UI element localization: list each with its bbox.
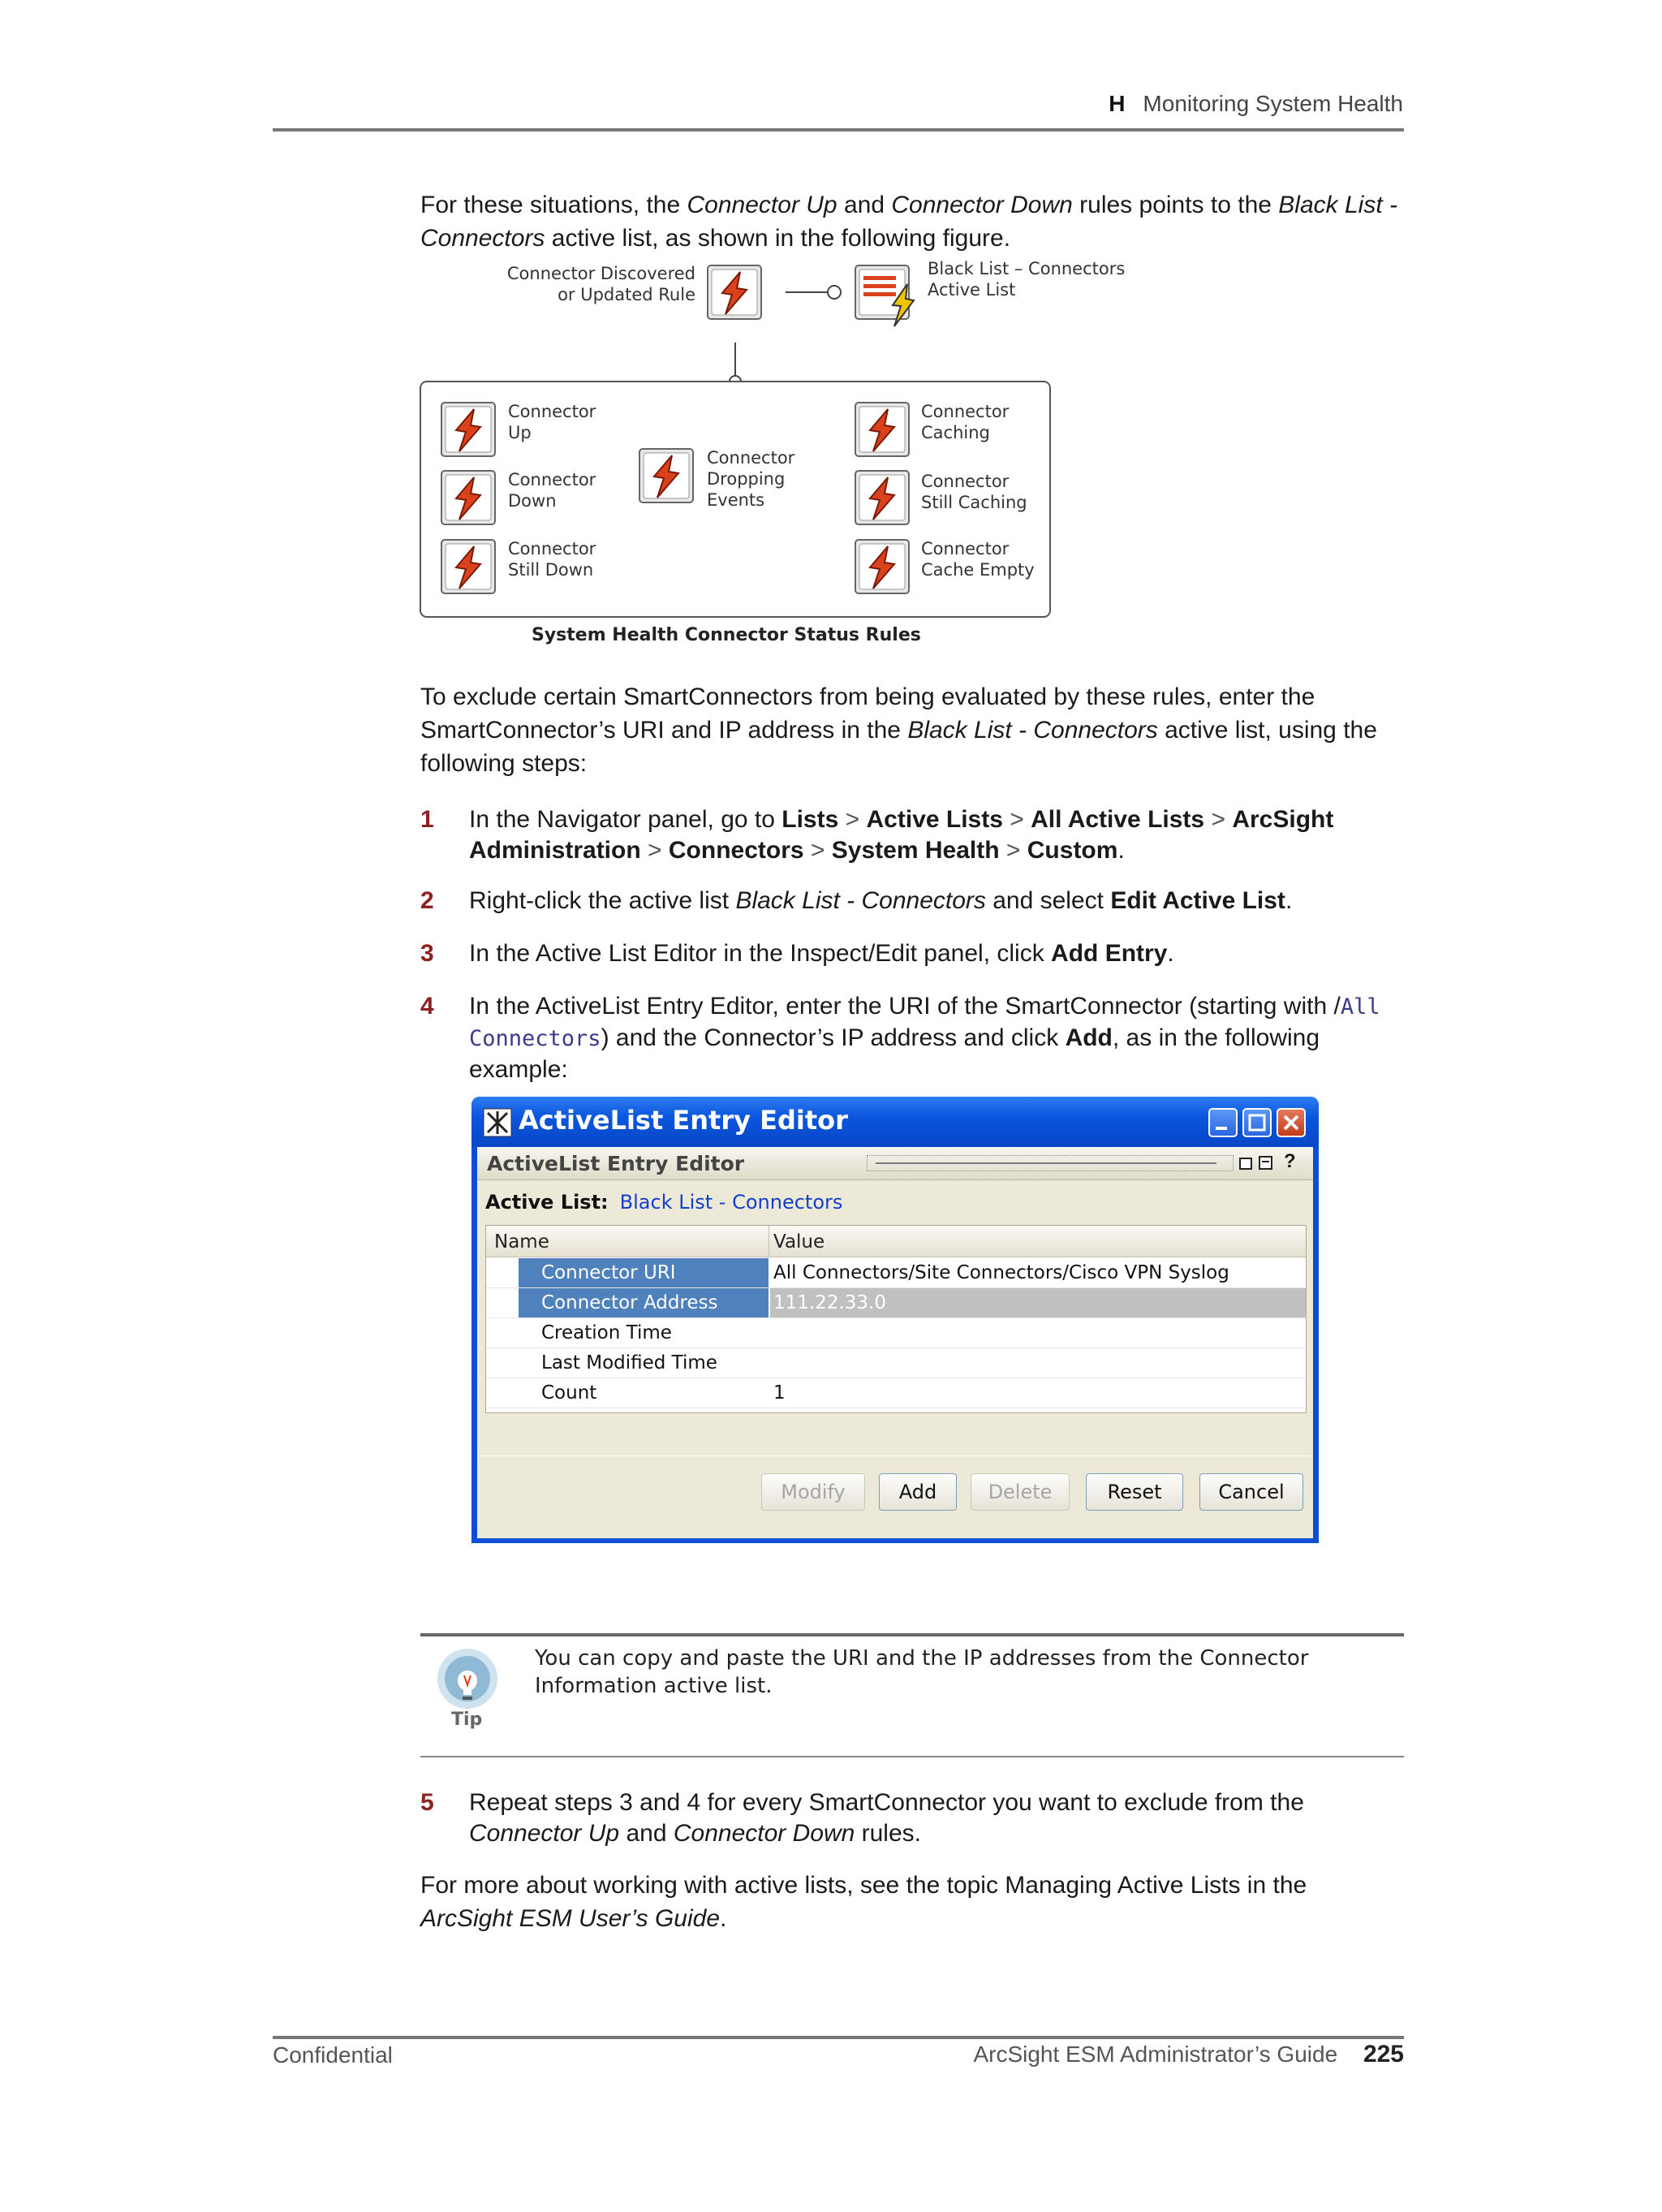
- link-node: [828, 286, 841, 299]
- step-4: 4 In the ActiveList Entry Editor, enter the URI of the SmartConnector (starting with /All Connectors) and the Connector’s IP address and click Add, as in the following example:: [420, 993, 1380, 1083]
- rule-icon-still-caching: [855, 471, 909, 524]
- column-header-name[interactable]: Name: [494, 1231, 549, 1253]
- step-5: 5 Repeat steps 3 and 4 for every SmartConnector you want to exclude from the Connector Up and Connector Down rules.: [420, 1789, 1304, 1847]
- tip-bottom-rule: [420, 1756, 1404, 1757]
- activelist-entry-editor-window: [471, 1097, 1319, 1543]
- cancel-button[interactable]: Cancel: [1199, 1473, 1303, 1511]
- footer-right: [973, 2041, 1404, 2068]
- step-1: 1 In the Navigator panel, go to Lists > Active Lists > All Active Lists > ArcSight Administration > Connectors > System Health > Custom.: [420, 806, 1334, 864]
- close-icon: [1278, 1110, 1304, 1136]
- rule-label-still-down: Connector Still Down: [508, 539, 596, 580]
- step-3: 3 In the Active List Editor in the Inspect/Edit panel, click Add Entry.: [420, 938, 1404, 969]
- close-button[interactable]: [1277, 1108, 1306, 1137]
- rule-label-down: Connector Down: [508, 470, 596, 511]
- maximize-icon: [1244, 1110, 1270, 1136]
- modify-button[interactable]: Modify: [761, 1473, 865, 1511]
- rule-label-up: Connector Up: [508, 402, 596, 442]
- chapter-title: Monitoring System Health: [1143, 91, 1403, 116]
- value-cell[interactable]: [770, 1348, 1306, 1378]
- table-row[interactable]: Last Modified Time: [486, 1348, 1306, 1378]
- help-icon[interactable]: ?: [1284, 1150, 1296, 1172]
- tip-text: You can copy and paste the URI and the IP addresses from the Connector Information active list.: [535, 1646, 1309, 1698]
- column-header-value[interactable]: Value: [773, 1231, 825, 1253]
- pane-drag-handle[interactable]: [867, 1155, 1234, 1171]
- pane-title: ActiveList Entry Editor: [487, 1152, 745, 1175]
- app-icon: [483, 1108, 512, 1137]
- window-content: [477, 1147, 1313, 1538]
- step-number: 3: [420, 940, 434, 967]
- discovered-rule-label: Connector Discovered or Updated Rule: [506, 264, 695, 304]
- more-paragraph: For more about working with active lists, see the topic Managing Active Lists in the ArcSight ESM User’s Guide.: [420, 1872, 1307, 1932]
- value-cell[interactable]: All Connectors/Site Connectors/Cisco VPN Syslog: [773, 1262, 1229, 1283]
- active-list-icon: [855, 265, 914, 326]
- step-number: 5: [420, 1789, 434, 1816]
- rule-label-cache-empty: Connector Cache Empty: [921, 539, 1035, 580]
- value-cell[interactable]: 111.22.33.0: [770, 1288, 1306, 1317]
- active-list-row: [485, 1191, 842, 1214]
- blacklist-label: Black List – Connectors Active List: [928, 259, 1126, 300]
- discovered-rule-icon: [708, 265, 761, 319]
- minimize-icon: [1210, 1110, 1236, 1136]
- tip-label: Tip: [451, 1710, 483, 1730]
- active-list-label: Active List:: [485, 1191, 609, 1214]
- page-number: 225: [1363, 2041, 1404, 2068]
- step-2: 2 Right-click the active list Black List - Connectors and select Edit Active List.: [420, 886, 1404, 916]
- table-header: [486, 1226, 1306, 1257]
- window-title: ActiveList Entry Editor: [519, 1105, 848, 1136]
- exclude-paragraph: To exclude certain SmartConnectors from being evaluated by these rules, enter the SmartConnector’s URI and IP address in the Black List - Connectors active list, using the following steps:: [420, 683, 1377, 777]
- value-cell[interactable]: 1: [773, 1382, 786, 1404]
- rule-icon-dropping: [639, 449, 693, 502]
- delete-button[interactable]: Delete: [971, 1473, 1070, 1511]
- reset-button[interactable]: Reset: [1086, 1473, 1183, 1511]
- minimize-button[interactable]: [1208, 1108, 1238, 1137]
- rule-label-caching: Connector Caching: [921, 402, 1010, 442]
- footer-rule: [273, 2036, 1404, 2039]
- table-row[interactable]: Connector URI All Connectors/Site Connectors/Cisco VPN Syslog: [486, 1258, 1306, 1288]
- pane-header: [477, 1147, 1313, 1180]
- diagram-connectors: [0, 0, 1662, 666]
- footer-guide-title: ArcSight ESM Administrator’s Guide: [973, 2042, 1338, 2067]
- value-cell[interactable]: [770, 1318, 1306, 1347]
- rule-label-still-caching: Connector Still Caching: [921, 472, 1027, 512]
- figure-caption: System Health Connector Status Rules: [532, 625, 921, 645]
- table-row[interactable]: Count 1: [486, 1378, 1306, 1408]
- footer-confidential: Confidential: [273, 2042, 393, 2068]
- rule-icon-up: [441, 403, 495, 456]
- rule-icon-still-down: [441, 540, 495, 593]
- tip-top-rule: [420, 1633, 1404, 1636]
- rule-icon-down: [441, 471, 495, 524]
- step-number: 1: [420, 806, 434, 833]
- window-titlebar: [471, 1097, 1319, 1147]
- step-number: 4: [420, 993, 434, 1020]
- rule-label-dropping: Connector Dropping Events: [707, 448, 795, 510]
- rule-icon-cache-empty: [855, 540, 909, 593]
- active-list-link[interactable]: Black List - Connectors: [619, 1191, 843, 1214]
- table-row[interactable]: Creation Time: [486, 1318, 1306, 1348]
- appendix-letter: H: [1109, 91, 1126, 116]
- float-icon[interactable]: [1258, 1155, 1274, 1171]
- add-button[interactable]: Add: [879, 1473, 957, 1511]
- intro-paragraph: For these situations, the Connector Up and Connector Down rules points to the Black List - Connectors active list, as shown in the following figure.: [420, 192, 1398, 252]
- maximize-button[interactable]: [1242, 1108, 1272, 1137]
- rule-icon-caching: [855, 403, 909, 456]
- entry-table: [485, 1225, 1307, 1413]
- restore-icon[interactable]: [1238, 1155, 1255, 1171]
- step-number: 2: [420, 887, 434, 914]
- table-row[interactable]: Connector Address 111.22.33.0: [486, 1288, 1306, 1318]
